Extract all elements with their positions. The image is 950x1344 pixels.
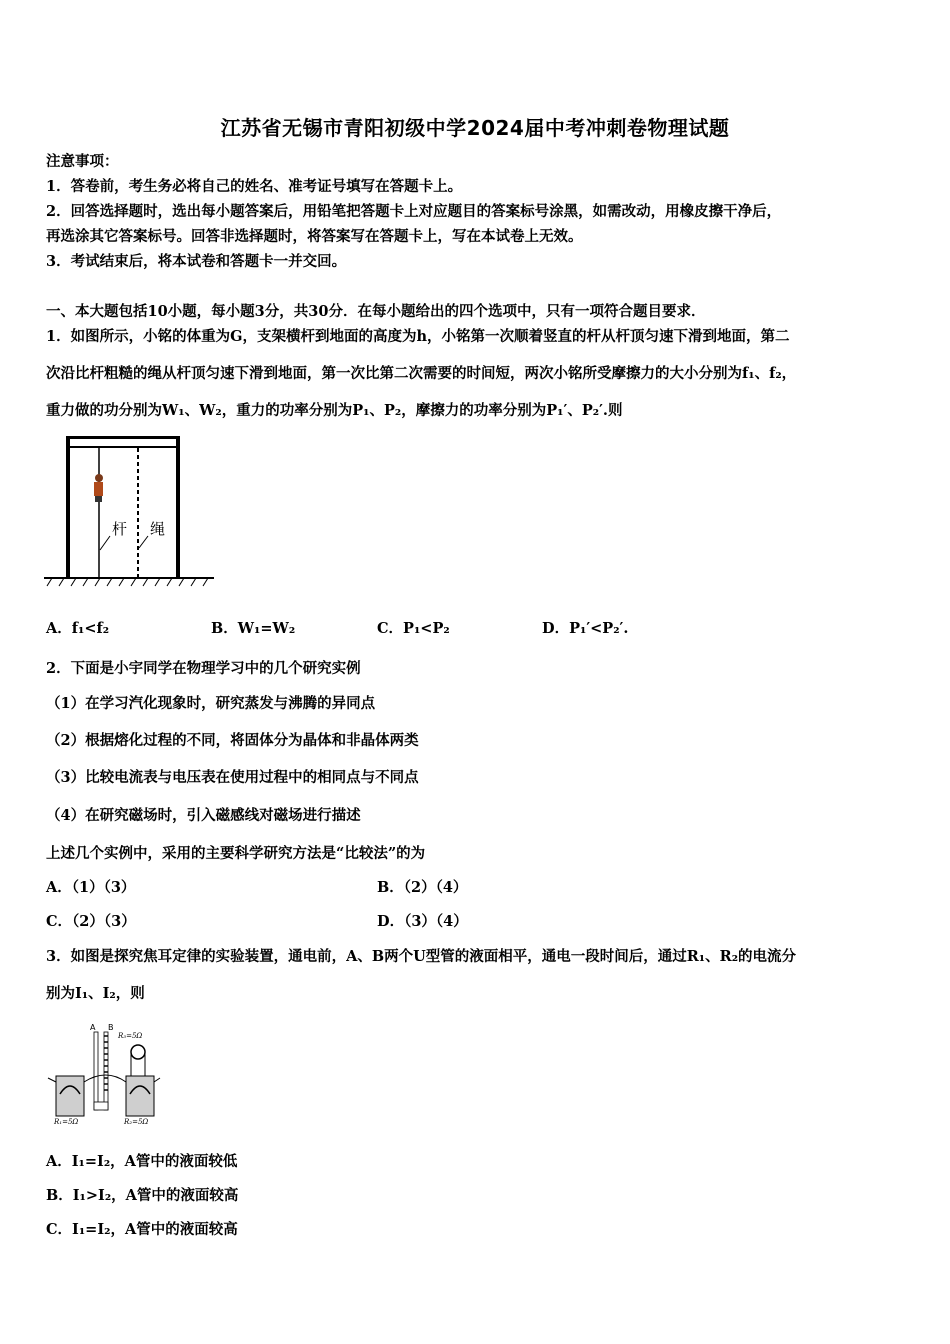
q2-question: 上述几个实例中，采用的主要科学研究方法是“比较法”的为 [46,845,426,862]
tube-a-label: A [90,1023,96,1032]
notice-item: 1．答卷前，考生务必将自己的姓名、准考证号填写在答题卡上。 [46,178,463,195]
q2-option-c[interactable]: C．（2）（3） [46,913,136,930]
q3-joule-apparatus-figure [46,1018,162,1128]
q1-stem-line3: 重力做的功分别为W₁、W₂，重力的功率分别为P₁、P₂，摩擦力的功率分别为P₁′、P₂′.则 [46,402,623,419]
q2-stem: 2．下面是小宇同学在物理学习中的几个研究实例 [46,660,361,677]
q1-option-d[interactable]: D．P₁′<P₂′. [542,620,629,637]
page-title: 江苏省无锡市青阳初级中学2024届中考冲刺卷物理试题 [220,116,730,140]
r2-label: R₂=5Ω [124,1118,149,1126]
q1-option-a[interactable]: A．f₁<f₂ [46,620,110,637]
rope-label: 绳 [150,520,166,538]
section-heading: 一、本大题包括10小题，每小题3分，共30分．在每小题给出的四个选项中，只有一项符合题目要求． [46,303,706,320]
q2-option-a[interactable]: A．（1）（3） [46,879,136,896]
notice-item: 2．回答选择题时，选出每小题答案后，用铅笔把答题卡上对应题目的答案标号涂黑，如需改动，用橡皮擦干净后， [46,203,782,220]
q2-option-d[interactable]: D．（3）（4） [377,913,468,930]
notice-item: 再选涂其它答案标号。回答非选择题时，将答案写在答题卡上，写在本试卷上无效。 [46,228,583,245]
q3-option-c[interactable]: C．I₁=I₂，A管中的液面较高 [46,1221,238,1238]
q3-option-b[interactable]: B．I₁>I₂，A管中的液面较高 [46,1187,239,1204]
r1-label: R₁=5Ω [54,1118,79,1126]
q1-option-c[interactable]: C．P₁<P₂ [377,620,450,637]
q2-item: （1）在学习汽化现象时，研究蒸发与沸腾的异同点 [46,695,376,712]
q1-stem-line1: 1．如图所示，小铭的体重为G，支架横杆到地面的高度为h，小铭第一次顺着竖直的杆从杆顶匀速下滑到地面，第二 [46,328,790,345]
r3-label: R₃=5Ω [118,1032,143,1040]
q2-item: （3）比较电流表与电压表在使用过程中的相同点与不同点 [46,769,419,786]
q2-option-b[interactable]: B．（2）（4） [377,879,468,896]
q3-stem-line1: 3．如图是探究焦耳定律的实验装置，通电前，A、B两个U型管的液面相平，通电一段时间后，通过R₁、R₂的电流分 [46,948,797,965]
q2-item: （2）根据熔化过程的不同，将固体分为晶体和非晶体两类 [46,732,419,749]
q3-stem-line2: 别为I₁、I₂，则 [46,985,145,1002]
q2-item: （4）在研究磁场时，引入磁感线对磁场进行描述 [46,807,361,824]
person-icon [94,474,103,502]
q1-pole-rope-figure [44,432,219,588]
pole-label: 杆 [112,520,128,538]
notice-item: 3．考试结束后，将本试卷和答题卡一并交回。 [46,253,347,270]
q1-stem-line2: 次沿比杆粗糙的绳从杆顶匀速下滑到地面，第一次比第二次需要的时间短，两次小铭所受摩擦力的大小分别为f₁、f₂， [46,365,797,382]
q3-option-a[interactable]: A．I₁=I₂，A管中的液面较低 [46,1153,238,1170]
q1-option-b[interactable]: B．W₁=W₂ [211,620,296,637]
notice-heading: 注意事项： [46,153,119,170]
tube-b-label: B [108,1023,114,1032]
